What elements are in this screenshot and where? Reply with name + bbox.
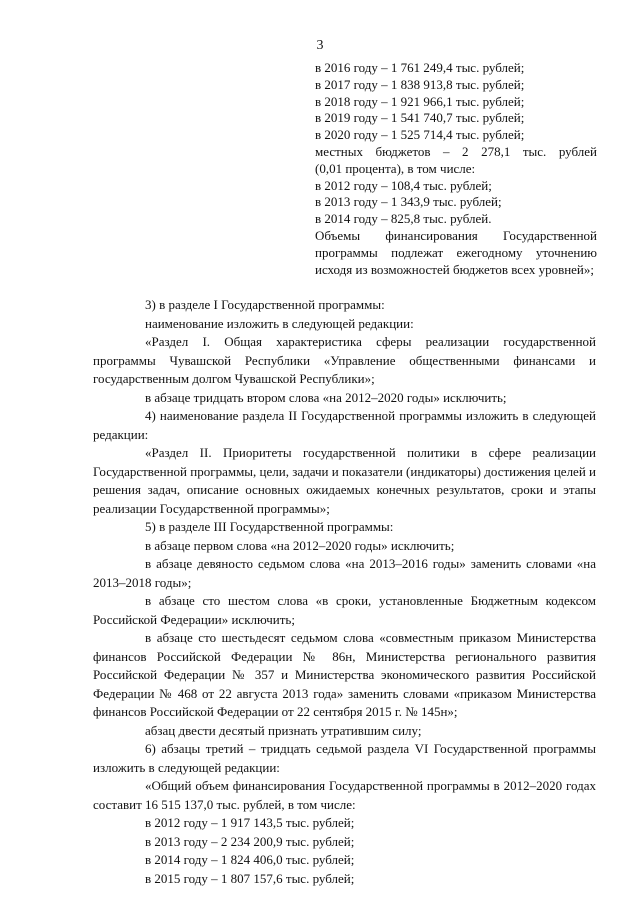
funding-line: в 2013 году – 1 343,9 тыс. рублей; (315, 194, 502, 210)
paragraph: в абзаце девяносто седьмом слова «на 2013–2016 годы» заменить словами «на 2013–2018 годы»; (93, 556, 596, 590)
paragraph: абзац двести десятый признать утратившим силу; (145, 722, 422, 738)
funding-line: в 2016 году – 1 761 249,4 тыс. рублей; (315, 60, 525, 75)
funding-line: в 2018 году – 1 921 966,1 тыс. рублей; (315, 93, 525, 109)
paragraph: «Раздел I. Общая характеристика сферы реализации государственной программы Чувашской Республики «Управление общественными финансами и государственным долгом Чувашской Республики»; (93, 334, 596, 386)
paragraph: наименование изложить в следующей редакции: (145, 315, 414, 331)
funding-note: Объемы финансирования Государственной программы подлежат ежегодному уточнению исходя из возможностей бюджетов всех уровней»; (315, 227, 597, 277)
paragraph: в абзаце тридцать втором слова «на 2012–2020 годы» исключить; (145, 389, 507, 405)
funding-line: в 2012 году – 108,4 тыс. рублей; (315, 177, 492, 193)
funding-line: в 2020 году – 1 525 714,4 тыс. рублей; (315, 127, 525, 143)
paragraph: 3) в разделе I Государственной программы: (145, 297, 385, 312)
document-body (93, 296, 596, 888)
paragraph: «Раздел II. Приоритеты государственной политики в сфере реализации Государственной программы, цели, задачи и показатели (индикаторы) достижения целей и решения задач, описание основных ожидаемых конечных результатов, сроки и этапы реализации Государственной программы»; (93, 445, 596, 516)
paragraph: в 2013 году – 2 234 200,9 тыс. рублей; (145, 833, 355, 849)
funding-line: в 2019 году – 1 541 740,7 тыс. рублей; (315, 110, 525, 126)
paragraph: в абзаце первом слова «на 2012–2020 годы» исключить; (145, 537, 455, 553)
funding-line: местных бюджетов – 2 278,1 тыс. рублей (315, 143, 597, 159)
paragraph: в 2015 году – 1 807 157,6 тыс. рублей; (145, 870, 355, 886)
paragraph: в абзаце сто шестом слова «в сроки, установленные Бюджетным кодексом Российской Федерации» исключить; (93, 593, 596, 627)
paragraph: 5) в разделе III Государственной программы: (145, 519, 394, 534)
paragraph: 4) наименование раздела II Государственной программы изложить в следующей редакции: (93, 408, 596, 442)
paragraph: 6) абзацы третий – тридцать седьмой раздела VI Государственной программы изложить в следующей редакции: (93, 741, 596, 775)
paragraph: в 2012 году – 1 917 143,5 тыс. рублей; (145, 815, 355, 830)
paragraph: в абзаце сто шестьдесят седьмом слова «совместным приказом Министерства финансов Российской Федерации № 86н, Министерства регионального развития Российской Федерации № 357 и Министерства экономического развития Российской Федерации № 468 от 22 августа 2013 года» заменить словами «приказом Министерства финансов Российской Федерации от 22 сентября 2015 г. № 145н»; (93, 630, 596, 719)
funding-line: в 2017 году – 1 838 913,8 тыс. рублей; (315, 76, 525, 92)
paragraph: «Общий объем финансирования Государственной программы в 2012–2020 годах составит 16 515 137,0 тыс. рублей, в том числе: (93, 778, 596, 812)
funding-line: (0,01 процента), в том числе: (315, 160, 476, 176)
page-number: 3 (316, 38, 324, 53)
funding-volume-block (315, 60, 597, 278)
paragraph: в 2014 году – 1 824 406,0 тыс. рублей; (145, 852, 355, 867)
funding-line: в 2014 году – 825,8 тыс. рублей. (315, 211, 492, 227)
